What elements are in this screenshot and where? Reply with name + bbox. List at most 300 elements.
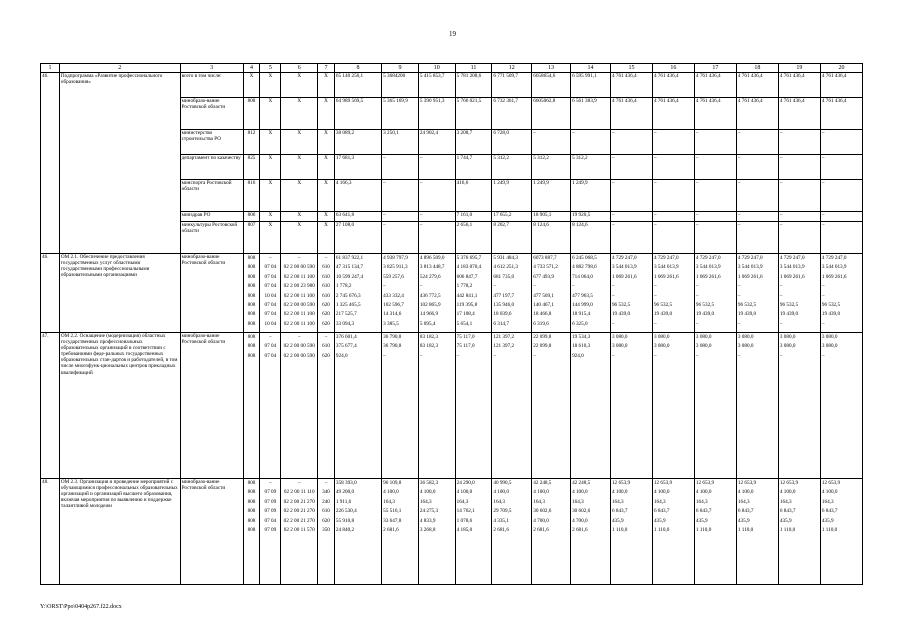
stack-line: 808 [247,508,256,515]
stack-line: 55 516,1 [383,508,402,515]
stack-line: 07 09 [264,489,277,496]
value-cell: 5 766 021,5 [455,98,492,130]
stack-line: 620 [322,352,330,359]
code-cell: X [281,73,318,98]
code-cell: X [260,155,281,180]
stack-line: 02 2 00 21 270 [283,508,315,515]
value-cell: 24 902,4 [418,130,455,155]
code-column [243,479,260,585]
stack-line: 6 314,7 [493,320,509,327]
measure-name: Подпрограмма «Развитие профессионального образования» [59,73,180,254]
stack-line: 808 [247,526,256,533]
stack-line: 24 840,2 [335,526,355,533]
value-column [418,333,455,479]
value-column [334,333,381,479]
stack-line: 164,3 [737,498,750,505]
stack-line: 3 080,0 [653,334,670,340]
stack-line: 12 653,9 [737,480,757,486]
stack-line: 610 [322,264,330,271]
stack-line: 3 080,0 [695,343,712,350]
stack-line: 18 610,3 [572,343,591,350]
stack-line: 33 647,8 [383,517,402,524]
stack-line: 1 778,2 [335,283,352,290]
stack-line: 40 990,5 [493,480,512,486]
value-cell: – [652,212,694,222]
header-cell: 9 [382,64,419,73]
stack-line: – [737,292,741,299]
header-cell: 3 [180,64,243,73]
value-cell: 64 989 569,5 [334,98,381,130]
value-cell: – [382,222,419,254]
value-cell: – [610,222,652,254]
stack-line: 42 248,5 [572,480,591,486]
stack-line: – [695,352,699,359]
code-cell: 812 [243,130,260,155]
stack-line: 1 069 261,6 [821,273,847,280]
stack-line: 02 2 00 21 270 [283,517,315,524]
header-cell: 6 [281,64,318,73]
stack-line: 12 653,9 [695,480,715,486]
stack-line: 2 745 676,3 [335,292,361,299]
value-cell: – [418,212,455,222]
executor-cell: департамент по казачеству [180,155,243,180]
stack-line: 606 847,7 [456,273,478,280]
stack-line: 4 183 070,4 [456,264,482,271]
value-cell: 4 761 436,4 [820,73,862,98]
stack-line: – [821,283,825,290]
value-cell: – [736,222,778,254]
stack-line: 12 653,9 [779,480,799,486]
value-cell: – [418,222,455,254]
stack-line: 6 843,7 [611,508,628,515]
stack-line: 164,3 [779,498,792,505]
code-cell: X [318,212,335,222]
value-cell: – [571,130,611,155]
code-column [260,479,281,585]
code-column [318,254,335,333]
stack-line: 1 325 465,5 [335,301,361,308]
stack-line: – [269,255,272,261]
value-cell: – [652,222,694,254]
stack-line: 4 733 571,2 [533,264,558,271]
stack-line: 3 385,5 [383,320,399,327]
stack-line: 808 [247,320,256,327]
row-number: 46. [41,73,60,254]
executor-cell: минобразо-вание Ростовской области [180,98,243,130]
stack-line: 433 332,4 [383,292,404,299]
stack-line: 4 729 247,0 [611,255,637,261]
stack-line: 6 325,0 [572,320,588,327]
value-cell: 5 312,2 [532,155,571,180]
value-cell: 5 312,2 [492,155,532,180]
stack-line: 19 439,0 [653,311,673,318]
header-cell: 20 [820,64,862,73]
stack-line: – [611,352,615,359]
measure-name: ОМ 2.3. Организация и проведение мероприятий с обучающимися профессиональных образовательных организаций и организаций высшего образования, включая мероприятия по выявлению и поддержке талантливой молодежи [59,479,180,585]
stack-line: 435,9 [821,517,834,524]
row-number: 47. [41,333,60,479]
value-cell: 1 249,9 [492,180,532,212]
stack-line: 435,9 [611,517,624,524]
code-cell: X [281,180,318,212]
stack-line: 1 069 261,6 [611,273,637,280]
value-cell: 416,6 [455,180,492,212]
stack-line: 02 2 00 11 110 [283,489,315,496]
code-cell: X [260,130,281,155]
value-column [571,254,611,333]
stack-line: 4 100,0 [419,489,436,496]
value-cell: 5 781 208,6 [455,73,492,98]
value-column [820,333,862,479]
code-cell: X [260,212,281,222]
stack-line: 4 729 247,0 [821,255,847,261]
stack-line: – [297,334,301,340]
stack-line: 135 946,0 [493,301,515,308]
table-row [41,73,863,98]
stack-line: 4 700,0 [572,517,588,524]
stack-line: 610 [322,273,330,280]
stack-line: 2 681,6 [572,526,588,533]
stack-line: 4 882 798,6 [572,264,597,271]
header-cell: 15 [610,64,652,73]
stack-line: 19 439,0 [779,311,799,318]
stack-line: 18 039,6 [493,311,512,318]
code-column [260,333,281,479]
stack-line: 2 681,6 [493,526,509,533]
stack-line: 4 100,0 [737,489,754,496]
header-cell: 11 [455,64,492,73]
stack-line: 47 315 134,7 [335,264,364,271]
stack-line: 477 963,5 [572,292,593,299]
stack-line: 07 04 [264,264,277,271]
stack-line: 4 100,0 [611,489,628,496]
executor-cell: минобразо-вание Ростовской области [180,333,243,479]
stack-line: 02 2 00 23 980 [283,283,315,290]
table-row [41,333,863,479]
stack-line: 6 843,7 [737,508,754,515]
code-cell: X [260,180,281,212]
stack-line: 140 467,1 [533,301,554,308]
om-2-1-block [41,254,863,479]
table-row [41,254,863,333]
stack-line: 33 094,3 [335,320,355,327]
stack-line: 4 700,0 [533,517,549,524]
stack-line: 5 095,4 [419,320,436,327]
value-cell: 8 124,6 [532,222,571,254]
value-cell: 4 761 436,4 [652,73,694,98]
stack-line: 164,3 [419,498,432,505]
stack-line: 1 778,2 [456,283,473,290]
stack-line: 808 [247,273,256,280]
stack-line: 5 376 695,7 [456,255,482,261]
stack-line: 5 654,1 [456,320,473,327]
value-cell: 4 761 436,4 [820,98,862,130]
stack-line: 18 915,4 [572,311,591,318]
stack-line: 610 [322,508,330,515]
code-column [243,333,260,479]
value-cell: 4 761 436,4 [610,73,652,98]
code-column [318,479,335,585]
stack-line: 1 911,6 [335,498,352,505]
stack-line: – [821,292,825,299]
value-cell: 4 761 436,4 [736,73,778,98]
stack-line: 6 843,7 [821,508,838,515]
value-cell: 4 166,3 [334,180,381,212]
stack-line: 1 110,0 [695,526,712,533]
stack-line: 36 582,3 [419,480,439,486]
stack-line: 164,3 [383,498,395,505]
stack-line: 620 [322,301,330,308]
stack-line: 620 [322,311,330,318]
value-cell: – [736,180,778,212]
code-cell: 807 [243,222,260,254]
stack-line: 07 04 [264,283,277,290]
stack-line: 620 [322,517,330,524]
stack-line: 3 080,0 [779,343,796,350]
stack-line: 12 653,9 [653,480,673,486]
stack-line: 6 843,7 [653,508,670,515]
stack-line: 240 [322,498,330,505]
stack-line: 808 [247,264,256,271]
code-cell: X [243,73,260,98]
stack-line: – [821,320,825,327]
stack-line: 3 080,0 [611,343,628,350]
stack-line: 24 275,3 [419,508,439,515]
code-cell: 816 [243,180,260,212]
stack-line: – [779,352,783,359]
stack-line: 226 530,4 [335,508,357,515]
stack-line: 07 09 [264,498,277,505]
stack-line: 6073 887,7 [533,255,557,261]
value-column [694,333,736,479]
code-cell: X [281,130,318,155]
value-column [820,479,862,585]
stack-line: 808 [247,498,256,505]
stack-line: 4 729 247,0 [779,255,805,261]
stack-line: 1 069 261,6 [779,273,805,280]
executor-cell: минобразо-вание Ростовской области [180,254,243,333]
stack-line: 07 04 [264,311,277,318]
value-cell: – [694,155,736,180]
stack-line: 19 439,0 [611,311,631,318]
value-cell: 1 744,7 [455,155,492,180]
value-column [492,254,532,333]
stack-line: 96 532,5 [695,301,715,308]
value-cell: 27 108,0 [334,222,381,254]
stack-line: 559 257,6 [383,273,404,280]
stack-line: 808 [247,343,256,350]
value-column [610,479,652,585]
measure-name: ОМ 2.2. Оснащение (модернизация) областных государственных профессиональных образовательных организаций в соответствии с требованиями феде-ральных государственных образовательных стан-дартов и работодателей, в том числе многофунк-циональных центров прикладных квалификаций [59,333,180,479]
stack-line: 924,0 [335,352,348,359]
stack-line: 3 080,0 [653,343,670,350]
value-cell: – [778,180,820,212]
stack-line: 83 182,3 [419,343,439,350]
stack-line: 07 04 [264,273,277,280]
stack-line: 164,3 [572,498,584,505]
header-cell: 2 [59,64,180,73]
stack-line: – [324,480,328,486]
stack-line: 1 110,0 [737,526,754,533]
value-cell: 5 3684200 [382,73,419,98]
value-column [778,479,820,585]
value-column [492,479,532,585]
stack-line: 808 [247,292,256,299]
budget-table [40,63,863,585]
stack-line: 1 069 261,6 [737,273,763,280]
value-column [532,479,571,585]
stack-line: 164,3 [611,498,624,505]
stack-line: 620 [322,320,330,327]
value-column [610,333,652,479]
value-column [382,479,419,585]
stack-line: – [269,334,272,340]
header-cell: 12 [492,64,532,73]
page-number: 19 [449,30,456,38]
code-cell: X [281,155,318,180]
stack-line: 435,9 [779,517,792,524]
stack-line: 4 100,0 [695,489,712,496]
stack-line: 2 681,6 [383,526,399,533]
value-cell: – [778,155,820,180]
header-cell: 16 [652,64,694,73]
stack-line: 19 534,3 [572,334,591,340]
stack-line: 610 [322,343,330,350]
row-number: 46. [41,254,60,333]
code-cell: X [260,222,281,254]
stack-line: 121 397,2 [493,334,515,340]
code-cell: 825 [243,155,260,180]
stack-line: 02 2 00 11 100 [283,273,315,280]
stack-line: 102 596,7 [383,301,404,308]
stack-line: 3 080,0 [821,343,838,350]
header-cell: 10 [418,64,455,73]
stack-line: 436 772,5 [419,292,441,299]
code-cell: X [318,180,335,212]
value-column [418,479,455,585]
stack-line: 3 080,0 [821,334,838,340]
stack-line: 3 080,0 [611,334,628,340]
stack-line: 02 2 00 00 590 [283,343,315,350]
stack-line: 02 2 00 11 100 [283,292,315,299]
stack-line: 24 290,0 [456,480,475,486]
stack-line: 4 100,0 [821,489,838,496]
stack-line: 358 393,0 [335,480,357,486]
stack-line: 164,3 [493,498,506,505]
stack-line: 18 466,8 [533,311,552,318]
value-cell: 4 761 436,4 [694,98,736,130]
value-cell: – [694,222,736,254]
value-column [694,254,736,333]
stack-line: 55 910,8 [335,517,355,524]
stack-line: 4 100,0 [456,489,473,496]
stack-line: 02 2 00 11 100 [283,311,315,318]
code-cell: X [260,98,281,130]
stack-line: 610 [322,283,330,290]
stack-line: 477 569,1 [533,292,554,299]
stack-line: 808 [247,352,256,359]
value-cell: 1 249,9 [532,180,571,212]
executor-cell: министерство строительства РО [180,130,243,155]
value-column [418,254,455,333]
stack-line: 524 279,6 [419,273,441,280]
value-cell: 18 905,1 [532,212,571,222]
stack-line: 19 439,0 [737,311,757,318]
value-cell: 17 681,3 [334,155,381,180]
value-cell: – [382,212,419,222]
stack-line: 4 185,0 [456,526,473,533]
stack-line: – [419,352,423,359]
header-cell: 4 [243,64,260,73]
stack-line: 121 397,2 [493,343,515,350]
stack-line: 22 099,8 [533,343,552,350]
stack-line: – [653,292,657,299]
header-cell: 14 [571,64,611,73]
value-cell: – [736,212,778,222]
header-cell: 5 [260,64,281,73]
stack-line: 42 248,5 [533,480,552,486]
value-column [736,479,778,585]
stack-line: 4 100,0 [533,489,549,496]
stack-line: 1 069 261,6 [695,273,721,280]
stack-line: 19 439,0 [695,311,715,318]
value-column [778,333,820,479]
value-column [455,479,492,585]
stack-line: 22 099,8 [533,334,552,340]
stack-line: 29 709,5 [493,508,512,515]
value-column [334,479,381,585]
stack-line: – [737,320,741,327]
header-row [41,64,863,73]
value-cell: 6658654,6 [532,73,571,98]
stack-line: 1 110,0 [653,526,670,533]
value-cell: – [694,180,736,212]
stack-line: 144 999,0 [572,301,593,308]
stack-line: 4 100,0 [779,489,796,496]
value-cell: 6605062,8 [532,98,571,130]
stack-line: 10 599 247,4 [335,273,364,280]
stack-line: – [383,283,386,290]
stack-line: 808 [247,283,256,290]
stack-line: 376 601,4 [335,334,357,340]
stack-line: – [611,292,615,299]
value-column [652,479,694,585]
stack-line: – [695,283,699,290]
stack-line: 808 [247,311,256,318]
stack-line: 350 [322,526,330,533]
value-column [532,254,571,333]
stack-line: 96 532,5 [779,301,799,308]
stack-line: 4 335,1 [493,517,509,524]
code-cell: X [318,130,335,155]
value-cell: – [382,155,419,180]
value-cell: – [610,155,652,180]
code-column [243,254,260,333]
value-cell: – [382,180,419,212]
value-cell: – [610,180,652,212]
value-cell: – [820,180,862,212]
value-cell: 3 250,1 [382,130,419,155]
code-column [281,333,318,479]
stack-line: – [821,352,825,359]
value-cell: – [820,222,862,254]
value-cell: – [736,155,778,180]
stack-line: – [653,283,657,290]
stack-line: 808 [247,517,256,524]
stack-line: 808 [247,334,256,340]
stack-line: 714 064,0 [572,273,593,280]
stack-line: 924,0 [572,352,584,359]
